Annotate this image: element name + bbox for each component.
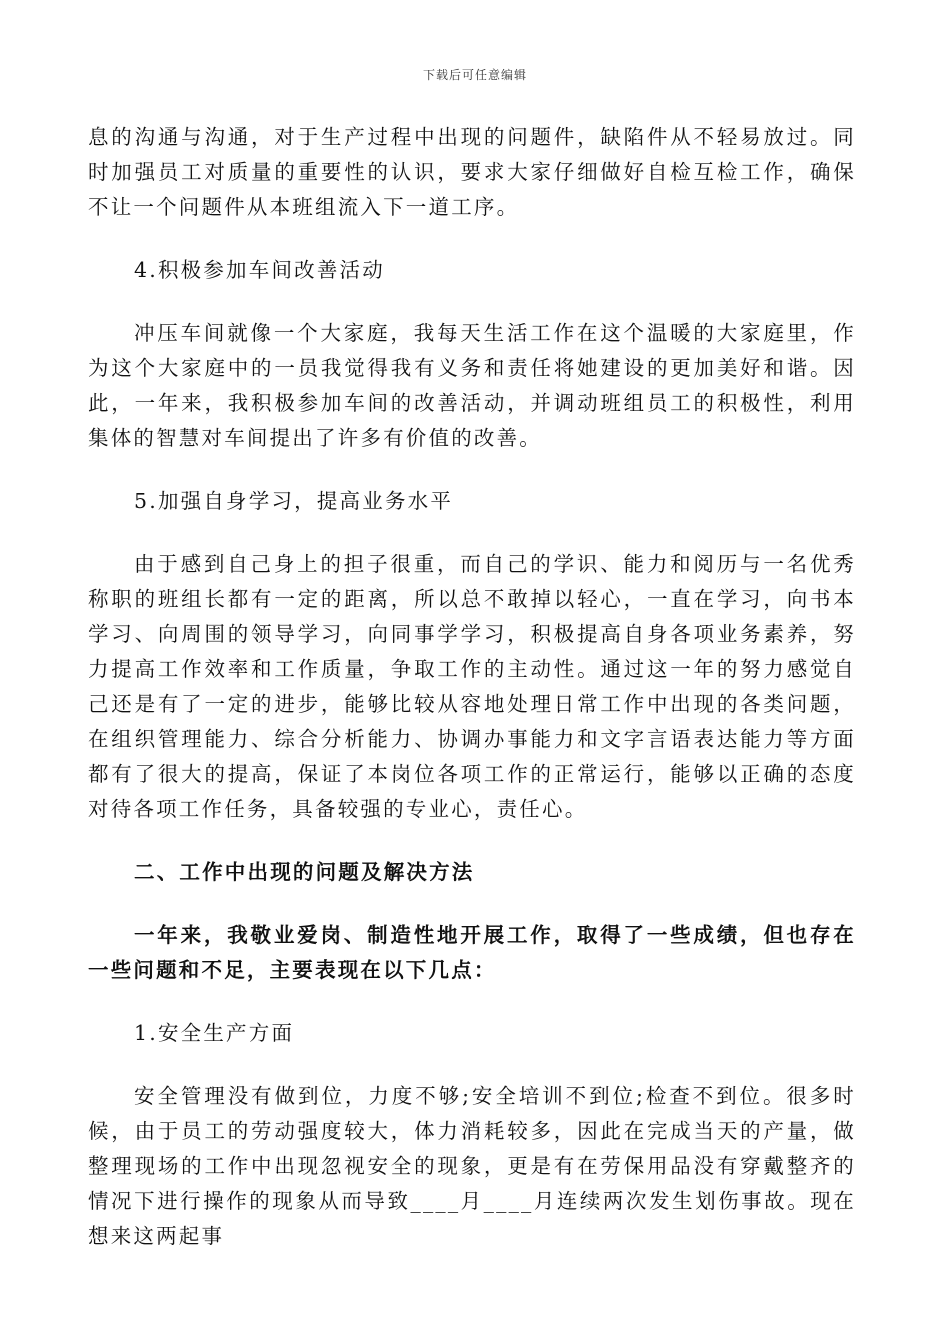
header-note: 下载后可任意编辑 xyxy=(422,68,527,82)
paragraph-safety: 安全管理没有做到位，力度不够;安全培训不到位;检查不到位。很多时候，由于员工的劳动强度较大，体力消耗较多，因此在完成当天的产量，做整理现场的工作中出现忽视安全的现象，更是有在劳保用品没有穿戴整齐的情况下进行操作的现象从而导致____月____月连续两次发生划伤事故。现在想来这两起事 xyxy=(88,1084,856,1248)
heading-safety-production: 1.安全生产方面 xyxy=(134,1021,295,1045)
heading-improvement-activities: 4.积极参加车间改善活动 xyxy=(134,258,385,282)
paragraph-workshop-family: 冲压车间就像一个大家庭，我每天生活工作在这个温暖的大家庭里，作为这个大家庭中的一员我觉得我有义务和责任将她建设的更加美好和谐。因此，一年来，我积极参加车间的改善活动，并调动班组员工的积极性，利用集体的智慧对车间提出了许多有价值的改善。 xyxy=(88,321,856,450)
paragraph-learning: 由于感到自己身上的担子很重，而自己的学识、能力和阅历与一名优秀称职的班组长都有一定的距离，所以总不敢掉以轻心，一直在学习，向书本学习、向周围的领导学习，向同事学学习，积极提高自身各项业务素养，努力提高工作效率和工作质量，争取工作的主动性。通过这一年的努力感觉自己还是有了一定的进步，能够比较从容地处理日常工作中出现的各类问题，在组织管理能力、综合分析能力、协调办事能力和文字言语表达能力等方面都有了很大的提高，保证了本岗位各项工作的正常运行，能够以正确的态度对待各项工作任务，具备较强的专业心，责任心。 xyxy=(88,552,856,821)
document-body xyxy=(88,120,856,1254)
paragraph-communication: 息的沟通与沟通，对于生产过程中出现的问题件，缺陷件从不轻易放过。同时加强员工对质量的重要性的认识，要求大家仔细做好自检互检工作，确保不让一个问题件从本班组流入下一道工序。 xyxy=(88,125,856,219)
heading-self-learning: 5.加强自身学习，提高业务水平 xyxy=(134,489,454,513)
section-heading-problems: 二、工作中出现的问题及解决方法 xyxy=(134,860,475,884)
paragraph-problems-intro: 一年来，我敬业爱岗、制造性地开展工作，取得了一些成绩，但也存在一些问题和不足，主要表现在以下几点： xyxy=(88,923,856,982)
